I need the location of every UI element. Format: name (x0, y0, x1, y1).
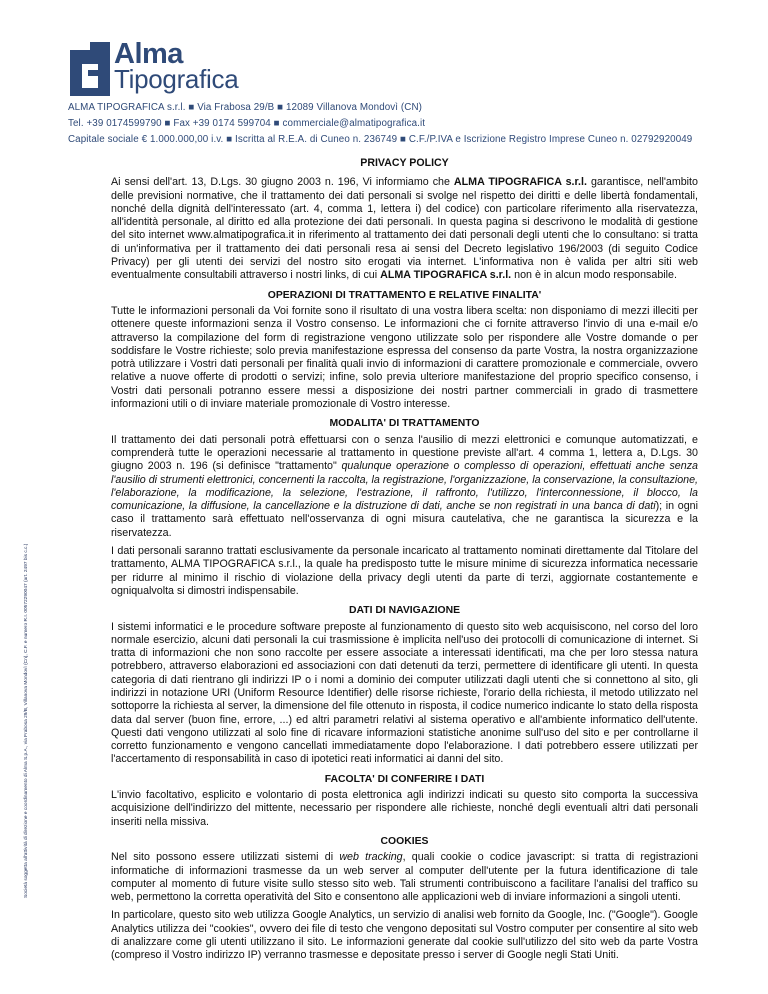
paragraph-cookies-2: In particolare, questo sito web utilizza Google Analytics, un servizio di analisi web fornito da Google, Inc. ("Google"). Google Analytics utilizza dei "cookies", ovvero dei file di testo che vengono depositati sul Vostro computer per consentire al sito web di analizzare come gli utenti utilizzano il sito. Le informazioni generate dal cookie sull'utilizzo del sito web da parte Vostra (compreso il Vostro indirizzo IP) verranno trasmesse e depositate presso i server di Google negli Stati Uniti. (111, 909, 698, 962)
heading-navigazione: DATI DI NAVIGAZIONE (348, 605, 461, 617)
heading-modalita: MODALITA' DI TRATTAMENTO (329, 418, 480, 430)
company-registration: Capitale sociale € 1.000.000,00 i.v. ■ Iscritta al R.E.A. di Cuneo n. 236749 ■ C.F./P.IVA e Iscrizione Registro Imprese Cuneo n. 02792920049 (68, 133, 693, 145)
paragraph-facolta: L'invio facoltativo, esplicito e volontario di posta elettronica agli indirizzi indicati su questo sito comporta la successiva acquisizione dell'indirizzo del mittente, necessario per rispondere alle richieste, nonché degli eventuali altri dati personali inseriti nella missiva. (111, 789, 698, 828)
intro-paragraph: Ai sensi dell'art. 13, D.Lgs. 30 giugno 2003 n. 196, Vi informiamo che ALMA TIPOGRAFICA s.r.l. garantisce, nell'ambito delle previsioni normative, che il trattamento dei dati personali si svolge nel rispetto dei diritti e delle libertà fondamentali, nonché della dignità dell'interessato (art. 4, comma 1, lettera i) del codice) con particolare riferimento alla riservatezza, all'identità personale, al diritto ed alla protezione dei dati personali. In questa pagina si descrivono le modalità di gestione del sito internet www.almatipografica.it in riferimento al trattamento dei dati personali degli utenti che lo consultano: si tratta di un'informativa per il trattamento dei dati personali resa ai sensi del Decreto legislativo 196/2003 (di seguito Codice Privacy) per gli utenti dei servizi del nostro sito erogati via internet. L'informativa non è valida per altri siti web eventualmente consultabili attraverso i nostri links, di cui ALMA TIPOGRAFICA s.r.l. non è in alcun modo responsabile. (111, 176, 698, 282)
side-legal-note: Società soggetta all'attività di direzione e coordinamento di Alma S.p.A., via Frabosa 29/B, Villanova Mondovì (Cn), C.F. e numero R.I. 00572290047 (art. 2497 bis c.c.) (24, 543, 29, 898)
page-title: PRIVACY POLICY (360, 157, 449, 169)
heading-facolta: FACOLTA' DI CONFERIRE I DATI (324, 773, 485, 785)
alma-logo-mark (68, 40, 112, 98)
logo-text-alma: Alma (114, 38, 183, 70)
company-address: ALMA TIPOGRAFICA s.r.l. ■ Via Frabosa 29/B ■ 12089 Villanova Mondovì (CN) (68, 102, 423, 113)
heading-cookies: COOKIES (380, 835, 429, 847)
paragraph-cookies: Nel sito possono essere utilizzati sistemi di web tracking, quali cookie o codice javascript: si tratta di registrazioni informatiche di informazioni trasmesse da un web server al computer dell'utente per la futura identificazione di tale computer al momento di future visite sullo stesso sito web. Tali strumenti contribuiscono a facilitare l'analisi del traffico su web, permettono la corretta operatività del Sito e consentono alle applicazioni web di inviare informazioni a singoli utenti. (111, 851, 699, 904)
heading-operazioni: OPERAZIONI DI TRATTAMENTO E RELATIVE FINALITA' (267, 289, 542, 301)
privacy-policy-body (111, 157, 698, 968)
paragraph-modalita-2: I dati personali saranno trattati esclusivamente da personale incaricato al trattamento nominati direttamente dal Titolare del trattamento, ALMA TIPOGRAFICA s.r.l., la quale ha predisposto tutte le misure minime di sicurezza informatica necessarie per ridurre al minimo il rischio di violazione della privacy degli utenti da parte di terzi, aggiornate costantemente e ogniqualvolta si dimostri indispensabile. (111, 545, 698, 597)
logo-text-tipografica: Tipografica (114, 64, 239, 94)
paragraph-operazioni: Tutte le informazioni personali da Voi fornite sono il risultato di una vostra libera scelta: non disponiamo di mezzi illeciti per ottenere queste informazioni senza il Vostro consenso. Le informazioni che ci fornite attraverso l'invio di una e-mail e/o attraverso la compilazione del form di registrazione vengono utilizzate solo per rispondere alle Vostre domande o per soddisfare le Vostre richieste; solo previa manifestazione espressa del consenso da parte Vostra, la nostra organizzazione potrà utilizzare i Vostri dati personali per finalità quali invio di informazioni di carattere promozionale e commerciale, ovvero relative a nuove offerte di prodotti o servizi; infine, solo previa ulteriore manifestazione del proprio specifico consenso, i Vostri dati personali potranno essere messi a disposizione dei nostri partner commerciali in grado di trasmettere informazioni utili o di inviare materiale promozionale di Vostro interesse. (111, 304, 698, 411)
paragraph-modalita: Il trattamento dei dati personali potrà effettuarsi con o senza l'ausilio di mezzi elettronici e comunque automatizzati, e comprenderà tutte le operazioni necessarie al trattamento in questione previste all'art. 4 comma 1, lettera a, D.Lgs. 30 giugno 2003 n. 196 (si definisce "trattamento" qualunque operazione o complesso di operazioni, effettuati anche senza l'ausilio di strumenti elettronici, concernenti la raccolta, la registrazione, l'organizzazione, la conservazione, la consultazione, l'elaborazione, la modificazione, la selezione, l'estrazione, il raffronto, l'utilizzo, l'interconnessione, il blocco, la comunicazione, la diffusione, la cancellazione e la distruzione di dati, anche se non registrati in una banca di dati); in ogni caso il trattamento sarà effettuato nell'osservanza di ogni misura cautelativa, che ne garantisca la sicurezza e la riservatezza. (111, 433, 698, 539)
company-info (68, 100, 728, 147)
company-contacts: Tel. +39 0174599790 ■ Fax +39 0174 599704 ■ commerciale@almatipografica.it (68, 117, 426, 129)
paragraph-navigazione: I sistemi informatici e le procedure software preposte al funzionamento di questo sito web acquisiscono, nel corso del loro normale esercizio, alcuni dati personali la cui trasmissione è implicita nell'uso dei protocolli di comunicazione di internet. Si tratta di informazioni che non sono raccolte per essere associate a interessati identificati, ma che per loro stessa natura potrebbero, attraverso elaborazioni ed associazioni con dati detenuti da terzi, permettere di identificare gli utenti. In questa categoria di dati rientrano gli indirizzi IP o i nomi a dominio dei computer utilizzati dagli utenti che si connettono al sito, gli indirizzi in notazione URI (Uniform Resource Identifier) delle risorse richieste, l'orario della richiesta, il metodo utilizzato nel sottoporre la richiesta al server, la dimensione del file ottenuto in risposta, il codice numerico indicante lo stato della risposta data dal server (buon fine, errore, ...) ed altri parametri relativi al sistema operativo e all'ambiente informatico dell'utente. Questi dati vengono utilizzati al solo fine di ricavare informazioni statistiche anonime sull'uso del sito e per controllarne il corretto funzionamento e vengono cancellati immediatamente dopo l'elaborazione. I dati potrebbero essere utilizzati per l'accertamento di responsabilità in caso di ipotetici reati informatici ai danni del sito. (111, 620, 698, 766)
